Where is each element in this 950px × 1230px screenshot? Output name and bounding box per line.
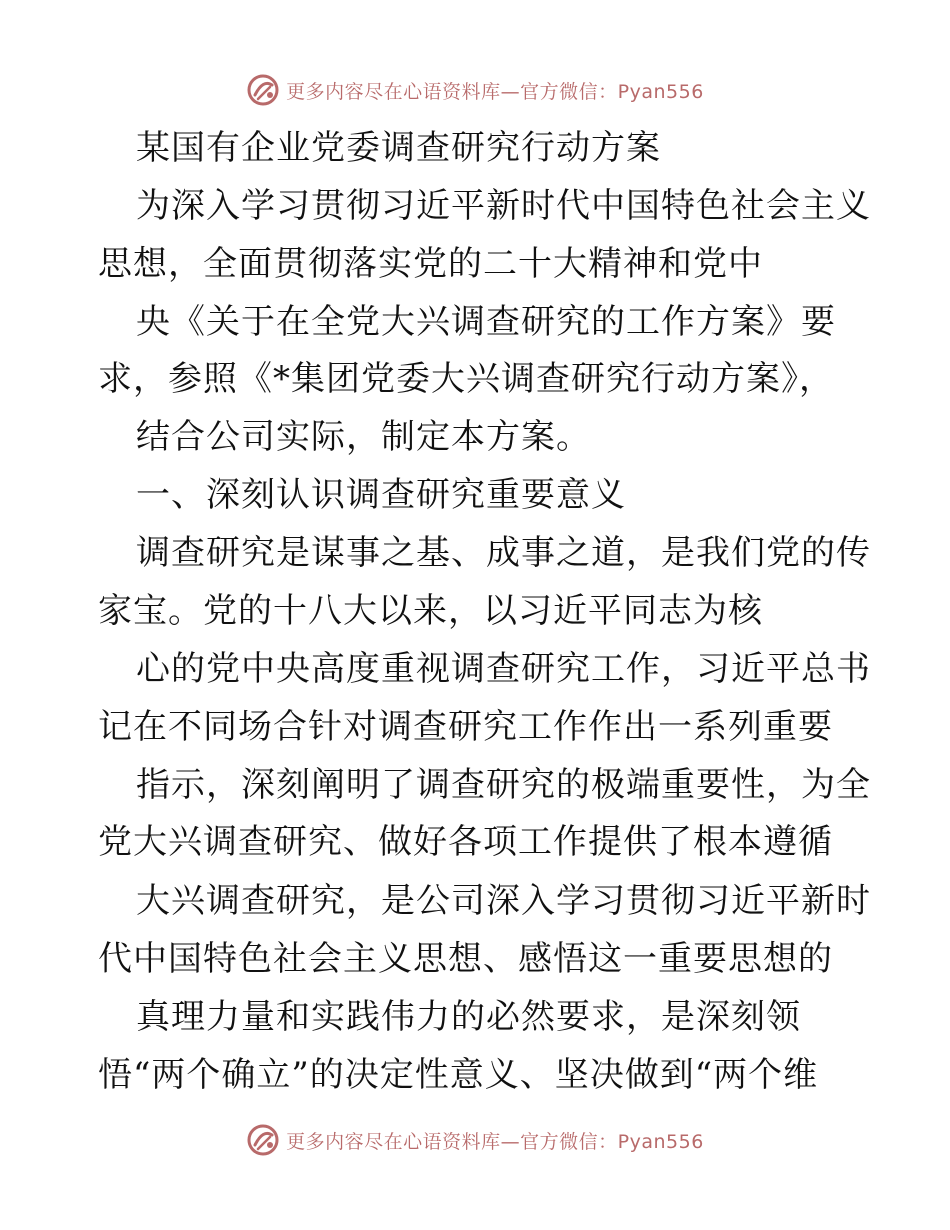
- seal-logo-icon: [246, 73, 280, 107]
- paragraph-line: 家宝。党的十八大以来，以习近平同志为核: [98, 591, 763, 631]
- section-heading: 一、深刻认识调查研究重要意义: [136, 475, 626, 515]
- seal-logo-icon: [246, 1123, 280, 1157]
- paragraph-line: 央《关于在全党大兴调查研究的工作方案》要: [136, 302, 836, 342]
- paragraph-line: 代中国特色社会主义思想、感悟这一重要思想的: [98, 939, 833, 979]
- paragraph-line: 求，参照《*集团党委大兴调查研究行动方案》，: [98, 359, 834, 399]
- paragraph-line: 真理力量和实践伟力的必然要求，是深刻领: [136, 997, 801, 1037]
- paragraph-line: 党大兴调查研究、做好各项工作提供了根本遵循: [98, 822, 833, 862]
- paragraph-line: 悟“两个确立”的决定性意义、坚决做到“两个维: [98, 1055, 819, 1095]
- paragraph-line: 结合公司实际，制定本方案。: [136, 417, 591, 457]
- paragraph-line: 指示，深刻阐明了调查研究的极端重要性，为全: [136, 765, 871, 805]
- paragraph-line: 记在不同场合针对调查研究工作作出一系列重要: [98, 707, 833, 747]
- paragraph-line: 心的党中央高度重视调查研究工作，习近平总书: [136, 649, 871, 689]
- footer-watermark-banner: [0, 1120, 950, 1160]
- header-watermark-banner: [0, 70, 950, 110]
- paragraph-line: 调查研究是谋事之基、成事之道，是我们党的传: [136, 533, 871, 573]
- paragraph-line: 为深入学习贯彻习近平新时代中国特色社会主义: [136, 186, 871, 226]
- paragraph-line: 思想，全面贯彻落实党的二十大精神和党中: [98, 244, 763, 284]
- watermark-text: 更多内容尽在心语资料库—官方微信：Pyan556: [286, 1130, 704, 1153]
- document-title: 某国有企业党委调查研究行动方案: [136, 128, 661, 168]
- watermark-text: 更多内容尽在心语资料库—官方微信：Pyan556: [286, 80, 704, 103]
- paragraph-line: 大兴调查研究，是公司深入学习贯彻习近平新时: [136, 881, 871, 921]
